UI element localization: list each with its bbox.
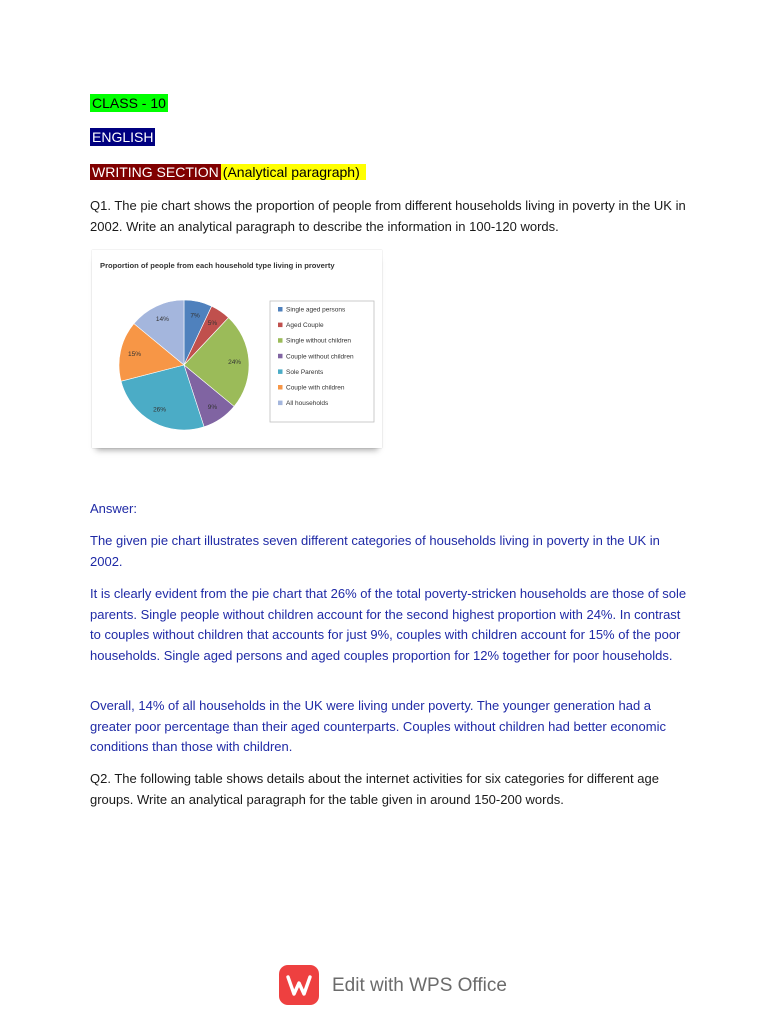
slice-data-label: 15% (128, 350, 142, 358)
answer-paragraph-2: It is clearly evident from the pie chart that 26% of the total poverty-stricken households are those of sole parents. Single people without children account for the second highest proportion with 24%. In contrast to couples without children that accounts for just 9%, couples with children account for 15% of the poor households. Single aged persons and aged couples proportion for 12% together for poor households. (90, 586, 687, 663)
section-heading (90, 163, 366, 181)
answer-paragraph-1: The given pie chart illustrates seven different categories of households living in poverty in the UK in 2002. (90, 533, 660, 569)
legend-swatch (278, 323, 283, 328)
wps-footer[interactable] (279, 965, 519, 1007)
answer-paragraph-3: Overall, 14% of all households in the UK were living under poverty. The younger generation had a greater poor percentage than their aged counterparts. Couples without children had better economic conditions than those with children. (90, 698, 666, 754)
slice-data-label: 14% (155, 316, 169, 324)
legend-label: Sole Parents (286, 368, 324, 376)
legend-swatch (278, 401, 283, 406)
legend-swatch (278, 307, 283, 312)
legend-swatch (278, 354, 283, 359)
slice-data-label: 7% (190, 312, 200, 320)
legend-label: Single aged persons (286, 306, 346, 314)
wps-footer-text: Edit with WPS Office (332, 975, 507, 996)
legend-label: Couple without children (286, 353, 354, 361)
legend-label: Couple with children (286, 384, 345, 392)
question-2: Q2. The following table shows details about the internet activities for six categories for different age groups. Write an analytical paragraph for the table given in around 150-200 words. (90, 771, 659, 807)
pie-chart-figure (92, 250, 382, 448)
class-label: CLASS - 10 (92, 95, 166, 111)
question-1: Q1. The pie chart shows the proportion of people from different households living in poverty in the UK in 2002. Write an analytical paragraph to describe the information in 100-120 words. (90, 198, 686, 234)
legend-swatch (278, 369, 283, 374)
slice-data-label: 24% (228, 358, 242, 366)
legend-swatch (278, 338, 283, 343)
legend-label: All households (286, 400, 329, 408)
slice-data-label: 9% (207, 403, 218, 411)
legend-label: Single without children (286, 337, 352, 345)
subject-label: ENGLISH (92, 129, 154, 145)
slice-data-label: 5% (207, 320, 218, 328)
wps-logo-icon (279, 965, 319, 1005)
legend-label: Aged Couple (286, 322, 324, 330)
chart-title: Proportion of people from each household type living in proverty (100, 261, 335, 270)
answer-label: Answer: (90, 501, 137, 516)
section-label: WRITING SECTION (92, 164, 219, 180)
slice-data-label: 26% (153, 406, 167, 414)
pie-chart (92, 250, 382, 448)
legend-swatch (278, 385, 283, 390)
section-sublabel: (Analytical paragraph) (221, 164, 366, 180)
